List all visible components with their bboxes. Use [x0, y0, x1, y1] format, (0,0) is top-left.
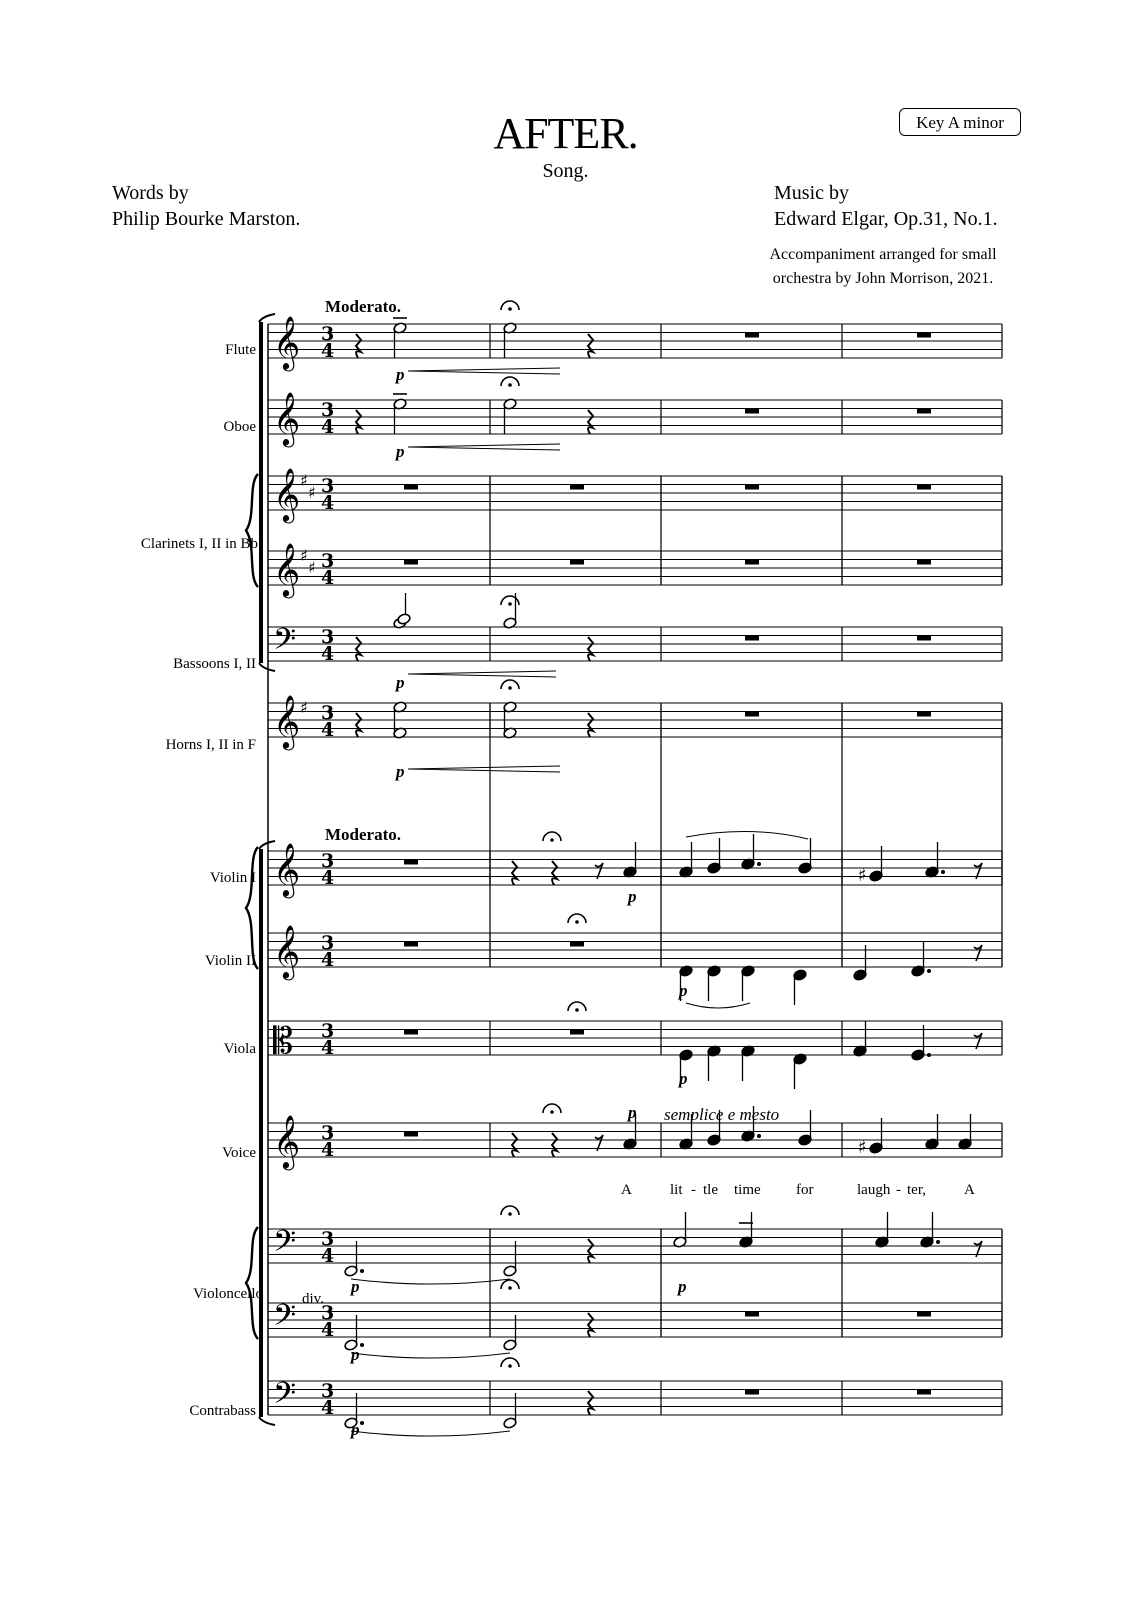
expression-mark: semplice e mesto [664, 1105, 780, 1124]
whole-rest-icon [917, 409, 931, 414]
quarter-rest-icon [552, 861, 557, 885]
quarter-rest-icon [512, 1133, 517, 1157]
whole-rest-icon [917, 1390, 931, 1395]
dot [927, 1053, 931, 1057]
lyric-hyphen: - [896, 1182, 901, 1198]
tempo-mark-strings: Moderato. [325, 825, 402, 844]
decrescendo-hairpin [408, 444, 560, 450]
whole-rest-icon [745, 560, 759, 565]
whole-rest-icon [745, 1390, 759, 1395]
instrument-contrabass: Contrabass [189, 1403, 256, 1419]
dynamic-cello-2: p [351, 1345, 360, 1364]
bass-clef-icon: 𝄢 [273, 623, 297, 664]
dynamic-bassoons: p [396, 673, 405, 692]
quarter-rest-icon [588, 1391, 593, 1415]
division-mark: div. [302, 1291, 324, 1307]
quarter-rest-icon [356, 334, 361, 358]
time-sig-top: 3 [321, 702, 335, 724]
treble-clef-icon: 𝄞 [273, 315, 301, 369]
lyricist-name: Philip Bourke Marston. [112, 208, 301, 230]
whole-rest-icon [404, 485, 418, 490]
arrangement-line-1: Accompaniment arranged for small [769, 246, 997, 263]
quarter-rest-icon [356, 713, 361, 737]
lyric-hyphen: - [691, 1182, 696, 1198]
dynamic-cello-1: p [351, 1277, 360, 1296]
treble-clef-icon: 𝄞 [273, 694, 301, 748]
time-sig-bottom: 4 [321, 1245, 335, 1267]
quarter-rest-icon [552, 1133, 557, 1157]
fermata-dot [508, 1212, 512, 1216]
dot [941, 870, 945, 874]
dynamic-flute: p [396, 365, 405, 384]
whole-rest-icon [745, 409, 759, 414]
lyric-syllable: lit [670, 1182, 683, 1198]
fermata-dot [508, 307, 512, 311]
time-sig-bottom: 4 [321, 949, 335, 971]
whole-rest-icon [570, 942, 584, 947]
dynamic-voice: p [628, 1103, 637, 1122]
instrument-bassoons: Bassoons I, II [173, 656, 256, 672]
quarter-rest-icon [356, 637, 361, 661]
time-sig-bottom: 4 [321, 867, 335, 889]
fermata-dot [508, 383, 512, 387]
sharp-icon: ♯ [300, 698, 308, 717]
sharp-icon: ♯ [858, 1137, 867, 1158]
time-sig-top: 3 [321, 1122, 335, 1144]
time-sig-bottom: 4 [321, 719, 335, 741]
slur [686, 831, 808, 839]
fermata-dot [508, 602, 512, 606]
whole-rest-icon [570, 485, 584, 490]
fermata-dot [550, 1110, 554, 1114]
fermata-dot [508, 686, 512, 690]
instrument-violin-1: Violin I [209, 870, 256, 886]
tempo-mark-winds: Moderato. [325, 297, 402, 316]
decrescendo-hairpin [408, 766, 560, 772]
hairpins [351, 368, 750, 1436]
treble-clef-icon: 𝄞 [273, 842, 301, 896]
whole-rest-icon [917, 560, 931, 565]
time-sig-top: 3 [321, 399, 335, 421]
dynamic-oboe: p [396, 442, 405, 461]
instrument-viola: Viola [223, 1041, 256, 1057]
tie [351, 1279, 510, 1284]
sharp-icon: ♯ [858, 865, 867, 886]
dynamic-cello-1-m3: p [678, 1277, 687, 1296]
brace [246, 474, 258, 587]
arrangement-line-2: orchestra by John Morrison, 2021. [772, 270, 994, 287]
whole-rest-icon [404, 942, 418, 947]
dot [757, 862, 761, 866]
whole-rest-icon [404, 1030, 418, 1035]
music-label: Music by [774, 182, 849, 204]
score-title: AFTER. [493, 109, 638, 158]
time-sig-bottom: 4 [321, 1319, 335, 1341]
sharp-icon: ♯ [300, 471, 308, 490]
tie [351, 1431, 510, 1436]
treble-clef-icon: 𝄞 [273, 391, 301, 445]
quarter-rest-icon [588, 637, 593, 661]
bracket-hook [259, 1417, 275, 1425]
fermata-dot [508, 1364, 512, 1368]
dynamic-violin-2: p [679, 981, 688, 1000]
quarter-rest-icon [588, 410, 593, 434]
quarter-rest-icon [356, 410, 361, 434]
instrument-violin-2: Violin II [204, 953, 256, 969]
dynamic-horns: p [396, 762, 405, 781]
time-sig-bottom: 4 [321, 1397, 335, 1419]
fermata-dot [575, 920, 579, 924]
fermata-dot [508, 1286, 512, 1290]
whole-rest-icon [745, 1312, 759, 1317]
lyric-syllable: time [734, 1182, 761, 1198]
time-sig-top: 3 [321, 1228, 335, 1250]
bass-clef-icon: 𝄢 [273, 1299, 297, 1340]
treble-clef-icon: 𝄞 [273, 924, 301, 978]
whole-rest-icon [917, 712, 931, 717]
time-sig-top: 3 [321, 626, 335, 648]
time-sig-top: 3 [321, 475, 335, 497]
lyric-syllable: ter, [907, 1182, 926, 1198]
key-box: Key A minor [899, 108, 1021, 136]
whole-rest-icon [570, 1030, 584, 1035]
whole-rest-icon [404, 860, 418, 865]
sharp-icon: ♯ [308, 558, 316, 577]
tie [351, 1353, 510, 1358]
words-label: Words by [112, 182, 189, 204]
score-subtitle: Song. [542, 160, 589, 182]
whole-rest-icon [917, 485, 931, 490]
time-sig-top: 3 [321, 1380, 335, 1402]
quarter-rest-icon [512, 861, 517, 885]
dynamic-contrabass: p [351, 1420, 360, 1439]
treble-clef-icon: 𝄞 [273, 467, 301, 521]
dot [360, 1343, 364, 1347]
instrument-horns: Horns I, II in F [165, 737, 256, 753]
treble-clef-icon: 𝄞 [273, 1114, 301, 1168]
lyric-syllable: A [621, 1182, 632, 1198]
dynamic-viola: p [679, 1069, 688, 1088]
fermata-dot [575, 1008, 579, 1012]
quarter-rest-icon [588, 334, 593, 358]
bracket-hook [259, 663, 275, 671]
lyric-syllable: A [964, 1182, 975, 1198]
instrument-flute: Flute [225, 342, 256, 358]
lyric-syllable: tle [703, 1182, 718, 1198]
dot [757, 1134, 761, 1138]
brace [246, 1227, 258, 1339]
tie [686, 1003, 750, 1008]
dot [360, 1269, 364, 1273]
sharp-icon: ♯ [308, 483, 316, 502]
time-sig-top: 3 [321, 932, 335, 954]
whole-rest-icon [917, 333, 931, 338]
instrument-oboe: Oboe [223, 419, 256, 435]
sharp-icon: ♯ [300, 546, 308, 565]
lyric-syllable: for [796, 1182, 814, 1198]
bass-clef-icon: 𝄢 [273, 1377, 297, 1418]
time-sig-bottom: 4 [321, 340, 335, 362]
quarter-rest-icon [588, 1239, 593, 1263]
treble-clef-icon: 𝄞 [273, 542, 301, 596]
dot [360, 1421, 364, 1425]
time-sig-bottom: 4 [321, 643, 335, 665]
instrument-clarinets: Clarinets I, II in Bb [140, 536, 258, 552]
whole-rest-icon [745, 712, 759, 717]
quarter-rest-icon [588, 1313, 593, 1337]
lyric-syllable: laugh [857, 1182, 891, 1198]
time-sig-bottom: 4 [321, 492, 335, 514]
composer-name: Edward Elgar, Op.31, No.1. [774, 208, 998, 230]
time-sig-bottom: 4 [321, 567, 335, 589]
whole-rest-icon [917, 1312, 931, 1317]
whole-rest-icon [917, 636, 931, 641]
dynamic-violin-1: p [628, 887, 637, 906]
alto-clef-icon: 𝄡 [273, 1021, 294, 1062]
bass-clef-icon: 𝄢 [273, 1225, 297, 1266]
quarter-rest-icon [588, 713, 593, 737]
dot [936, 1240, 940, 1244]
fermata-dot [550, 838, 554, 842]
brace [246, 847, 258, 969]
time-sig-top: 3 [321, 550, 335, 572]
music-glyphs [273, 301, 982, 1429]
time-sig-top: 3 [321, 850, 335, 872]
decrescendo-hairpin [408, 671, 556, 677]
instrument-voice: Voice [222, 1145, 256, 1161]
whole-rest-icon [745, 485, 759, 490]
decrescendo-hairpin [408, 368, 560, 374]
whole-rest-icon [404, 1132, 418, 1137]
whole-rest-icon [745, 636, 759, 641]
instrument-violoncello: Violoncello [193, 1286, 263, 1302]
dot [927, 969, 931, 973]
time-sig-bottom: 4 [321, 1037, 335, 1059]
time-sig-top: 3 [321, 1020, 335, 1042]
whole-rest-icon [570, 560, 584, 565]
time-sig-top: 3 [321, 1302, 335, 1324]
whole-rest-icon [745, 333, 759, 338]
time-sig-top: 3 [321, 323, 335, 345]
time-sig-bottom: 4 [321, 1139, 335, 1161]
whole-rest-icon [404, 560, 418, 565]
time-sig-bottom: 4 [321, 416, 335, 438]
